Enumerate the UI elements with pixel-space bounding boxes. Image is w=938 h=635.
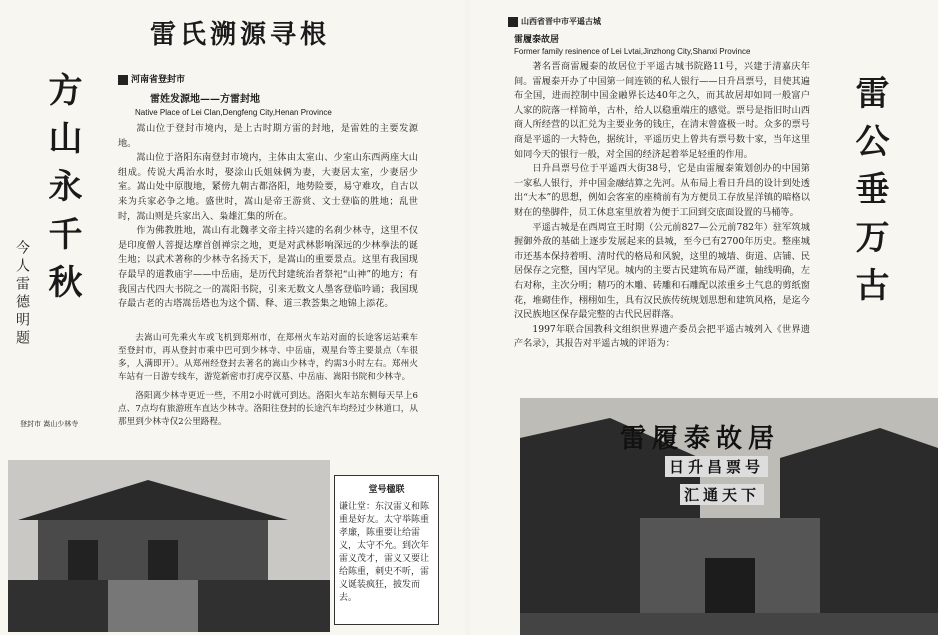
location-header: [508, 16, 601, 27]
temple-photo-illustration: [8, 460, 330, 632]
location-header: [118, 72, 185, 85]
couplet-title: 堂号楹联: [368, 485, 405, 495]
photo-sign-secondary: 汇通天下: [680, 484, 764, 505]
english-subtitle: Former family resinence of Lei Lvtai,Jinzhong City,Shanxi Province: [514, 47, 751, 56]
temple-photo: [8, 460, 330, 632]
couplet-box: [334, 475, 439, 625]
photo-sign-primary: 日升昌票号: [665, 456, 768, 477]
calligraphy-inscription: 雷公垂万古: [849, 75, 889, 315]
couplet-text: 谦让堂：东汉雷义和陈重是好友。太守举陈重孝廉，陈重要让给雷义，太守不允。到次年雷义茂才，雷义又要让给陈重，刺史不听，雷义诞装疯狂，披发而去。: [339, 502, 430, 603]
calligraphy-inscription: 方山永千秋: [42, 72, 82, 312]
article-body: [514, 60, 810, 352]
photo-title: 雷履泰故居: [620, 424, 781, 454]
article-paragraph: 嵩山位于登封市境内，是上古时期方雷的封地，是雷姓的主要发源地。: [118, 123, 418, 149]
right-page: [470, 0, 938, 635]
article-body: [118, 122, 418, 312]
left-page: [0, 0, 465, 635]
article-paragraph: 平遥古城是在西周宣王时期（公元前827—公元前782年）驻军筑城握御外敌的基础上逐步发展起来的县城，至今已有2700年历史。整座城市还基本保持着明、清时代的格局和风貌，这里的城墙、街道、店铺、民居保存之完整，国内罕见。城内的主要古民建筑布局严谨，轴线明确，左右对称，主次分明；精巧的木雕、砖雕和石雕配以浓重乡土气息的剪纸窗花，堆砌佳作，栩栩如生，具有汉民族传统规划思想和建筑风格，是迄今汉民族地区保存最完整的古代民居群落。: [514, 221, 810, 321]
page-title: 雷氏溯源寻根: [150, 20, 331, 50]
inscriber-credit: 今人雷德明题: [14, 240, 30, 348]
english-subtitle: Native Place of Lei Clan,Dengfeng City,Henan Province: [135, 108, 332, 117]
travel-info: [118, 332, 418, 429]
photo-caption: 登封市 嵩山少林寺: [20, 420, 79, 428]
article-paragraph: 著名晋商雷履泰的故居位于平遥古城书院路11号，兴建于清嘉庆年间。雷履泰开办了中国第一间连锁的私人银行——日升昌票号，目使其遍布全国，进而控制中国金融界长达40年之久，而其故居却如同一般富户人家的院落一样简单，古朴，给人以稳重端庄的感觉。票号是指旧时山西商人所经营的以汇兑为主要业务的钱庄，在清末曾盛极一时。众多的票号商是平遥的一大特色，据统计，平遥历史上曾共有票号数十家，当年这里如同今天的银行一般，对全国的经济起着举足轻重的作用。: [514, 61, 810, 160]
map-pin-icon: [508, 17, 518, 27]
section-subtitle: 雷履泰故居: [514, 35, 560, 45]
article-paragraph: 嵩山位于洛阳东南登封市境内，主体由太室山、少室山东西两座大山组成。传说大禹治水时，娶涂山氏姐妹俩为妻，大妻居太室，少妻居少室。嵩山处中原腹地，紧傍九朝古都洛阳，地势险要，易守难攻，自古以来为兵家必争之地。盛世时，嵩山是帝王游赏、文士登临的胜地；乱世时，嵩山则是兵家出入、枭雄汇集的所在。: [118, 152, 418, 222]
travel-paragraph: 去嵩山可先乘火车或飞机到郑州市，在郑州火车站对面的长途客运站乘车至登封市，再从登封市乘中巴可到少林寺、中岳庙，观星台等主要景点（车很多，人满即开）。从郑州经登封去著名的嵩山少林寺，约需3小时左右。郑州火车站有一日游专线车，游览新密市打虎亭汉墓、中岳庙、嵩阳书院和少林寺。: [118, 333, 418, 382]
travel-paragraph: 洛阳离少林寺更近一些，不用2小时就可到达。洛阳火车站东侧每天早上6点、7点均有旅游班车直达少林寺。洛阳往登封的长途汽车均经过少林道口，从那里到少林寺仅2公里路程。: [118, 391, 418, 427]
location-label: 河南省登封市: [131, 75, 186, 85]
section-subtitle: 雷姓发源地——方雷封地: [150, 94, 260, 105]
article-paragraph: 1997年联合国教科文组织世界遗产委员会把平遥古城列入《世界遗产名录》，其报告对平遥古城的评语为：: [514, 323, 810, 350]
article-paragraph: 作为佛教胜地，嵩山有北魏孝文帝主持兴建的名刹少林寺，这里不仅是印度僧人菩提达摩首创禅宗之地，更是对武林影响深远的少林拳法的诞生地；以武术著称的少林寺名扬天下，是嵩山的重要景点。这里有我国现存最早的道教庙宇——中岳庙，是历代封建统治者祭祀“山神”的地方；有我国古代四大书院之一的嵩阳书院，引来无数文人墨客登临吟诵；我国现存最古老的古塔嵩岳塔也为这个儒、释、道三教荟集之地锦上添花。: [118, 225, 418, 310]
location-label: 山西省晋中市平遥古城: [521, 16, 601, 26]
map-pin-icon: [118, 75, 128, 85]
article-paragraph: 日升昌票号位于平遥西大街38号，它是由雷履泰策划创办的中国第一家私人银行，并中国金融结算之先河。从布局上看日升昌的设计到处透出“大本”的思想，例如会客室的座椅前有为方便员工存放星洋镇的暗格以财在的垫脚件，员工休息室里放着为便于工回到交底面设置的马桶等。: [514, 163, 810, 218]
